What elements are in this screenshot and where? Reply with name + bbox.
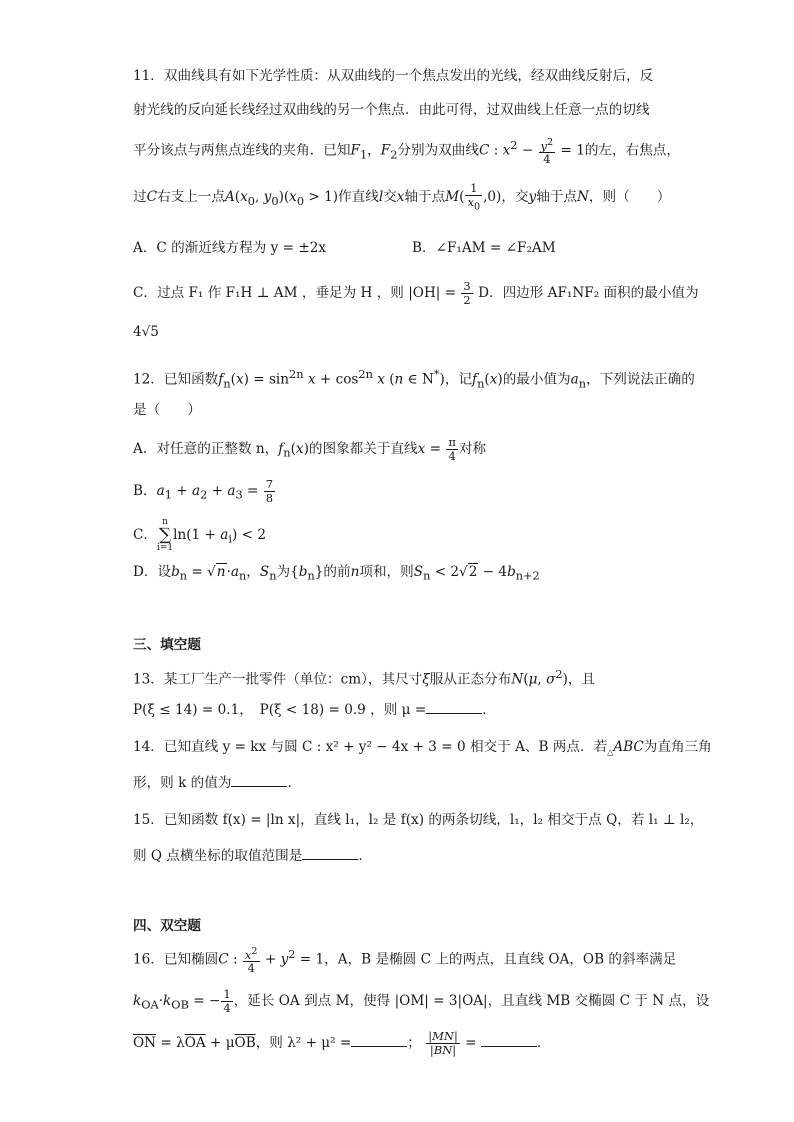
q11-option-a: A．C 的渐近线方程为 y = ±2x: [133, 240, 327, 256]
fraction: $\frac{y^2}{4}$: [540, 136, 554, 167]
q14-line1: 14．已知直线 y = kx 与圆 C : x² + y² − 4x + 3 = 0 相交于 A、B 两点．若$_\triangle$ABC为直角三角: [133, 739, 712, 757]
q15-line2: 则 Q 点横坐标的取值范围是 ．: [133, 848, 372, 864]
q11-option-c: C．过点 F₁ 作 F₁H ⊥ AM ，垂足为 H ，则 |OH| = $\frac{3}{2}$ D．四边形 AF₁NF₂ 面积的最小值为: [133, 279, 699, 307]
q12-option-d: D．设$b_n = √n\cdot a_n$，$S_n$为$\{b_n\}$的前n项和，则$S_n < 2√2 - 4b_{n+2}$: [133, 564, 540, 583]
q16-line3: $\overline{ON} = \lambda\overline{OA} + \mu\overline{OB}$，则 λ² + μ² = ； $\frac{|MN|}{|BN|}$ = ．: [133, 1029, 551, 1057]
q11-option-b: B．∠F₁AM = ∠F₂AM: [412, 240, 556, 256]
section-heading-fill-in: 三、填空题: [133, 637, 201, 653]
q11-line2: 射光线的反向延长线经过双曲线的另一个焦点．由此可得，过双曲线上任意一点的切线: [133, 102, 650, 118]
q12-line1: 12．已知函数$f_n(x) = \sin^{2n} x + \cos^{2n} x$ (n ∈ N*)，记$f_n(x)$的最小值为$a_n$，下列说法正确的: [133, 367, 695, 391]
q12-option-c: C．n ∑ $i=1\ln(1 + a_i) < 2$: [133, 517, 266, 553]
q16-line2: $k_{OA}\cdot k_{OB}$ = − $\frac{1}{4}$ ，延长 OA 到点 M，使得 |OM| = 3|OA|，且直线 MB 交椭圆 C 于 N 点，设: [133, 987, 710, 1015]
q14-line2: 形，则 k 的值为 ．: [133, 775, 302, 791]
answer-blank: [302, 847, 358, 860]
q11-option-d-cont: 4√5: [133, 324, 159, 340]
q11-line3: 平分该点与两焦点连线的夹角．已知$F_1$，$F_2$分别为双曲线C : $x^2$ − $\frac{y^2}{4}$ = 1的左，右焦点，: [133, 136, 680, 167]
q16-line1: 16．已知椭圆C : $\frac{x^2}{4}$ + $y^2 = 1$，A，B 是椭圆 C 上的两点，且直线 OA，OB 的斜率满足: [133, 945, 677, 976]
q11-line4: 过C右支上一点$A(x_0$, $y_0)(x_0 > 1)$作直线l交x轴于点M( $\frac{1}{x_0}$ ,0)，交y轴于点N，则（ ）: [133, 181, 671, 213]
answer-blank: [426, 701, 482, 714]
q13-line1: 13．某工厂生产一批零件（单位：cm），其尺寸ξ服从正态分布N(μ, $\sigma^2$)，且: [133, 667, 596, 688]
q12-option-a: A．对任意的正整数 n，$f_n(x)$的图象都关于直线x = $\frac{\pi}{4}$ 对称: [133, 435, 487, 463]
q13-line2: P(ξ ≤ 14) = 0.1， P(ξ < 18) = 0.9 ，则 μ = ．: [133, 702, 496, 718]
q12-line2: 是（ ）: [133, 402, 201, 418]
answer-blank: [231, 774, 287, 787]
q12-option-b: B．$a_1 + a_2 + a_3$ = $\frac{7}{8}$: [133, 477, 274, 505]
section-heading-double-blank: 四、双空题: [133, 918, 201, 934]
answer-blank: [481, 1034, 537, 1047]
q11-line1: 11．双曲线具有如下光学性质：从双曲线的一个焦点发出的光线，经双曲线反射后，反: [133, 68, 654, 84]
answer-blank: [351, 1034, 407, 1047]
q15-line1: 15．已知函数 f(x) = |ln x|，直线 l₁，l₂ 是 f(x) 的两条切线，l₁，l₂ 相交于点 Q，若 l₁ ⊥ l₂，: [133, 812, 704, 828]
